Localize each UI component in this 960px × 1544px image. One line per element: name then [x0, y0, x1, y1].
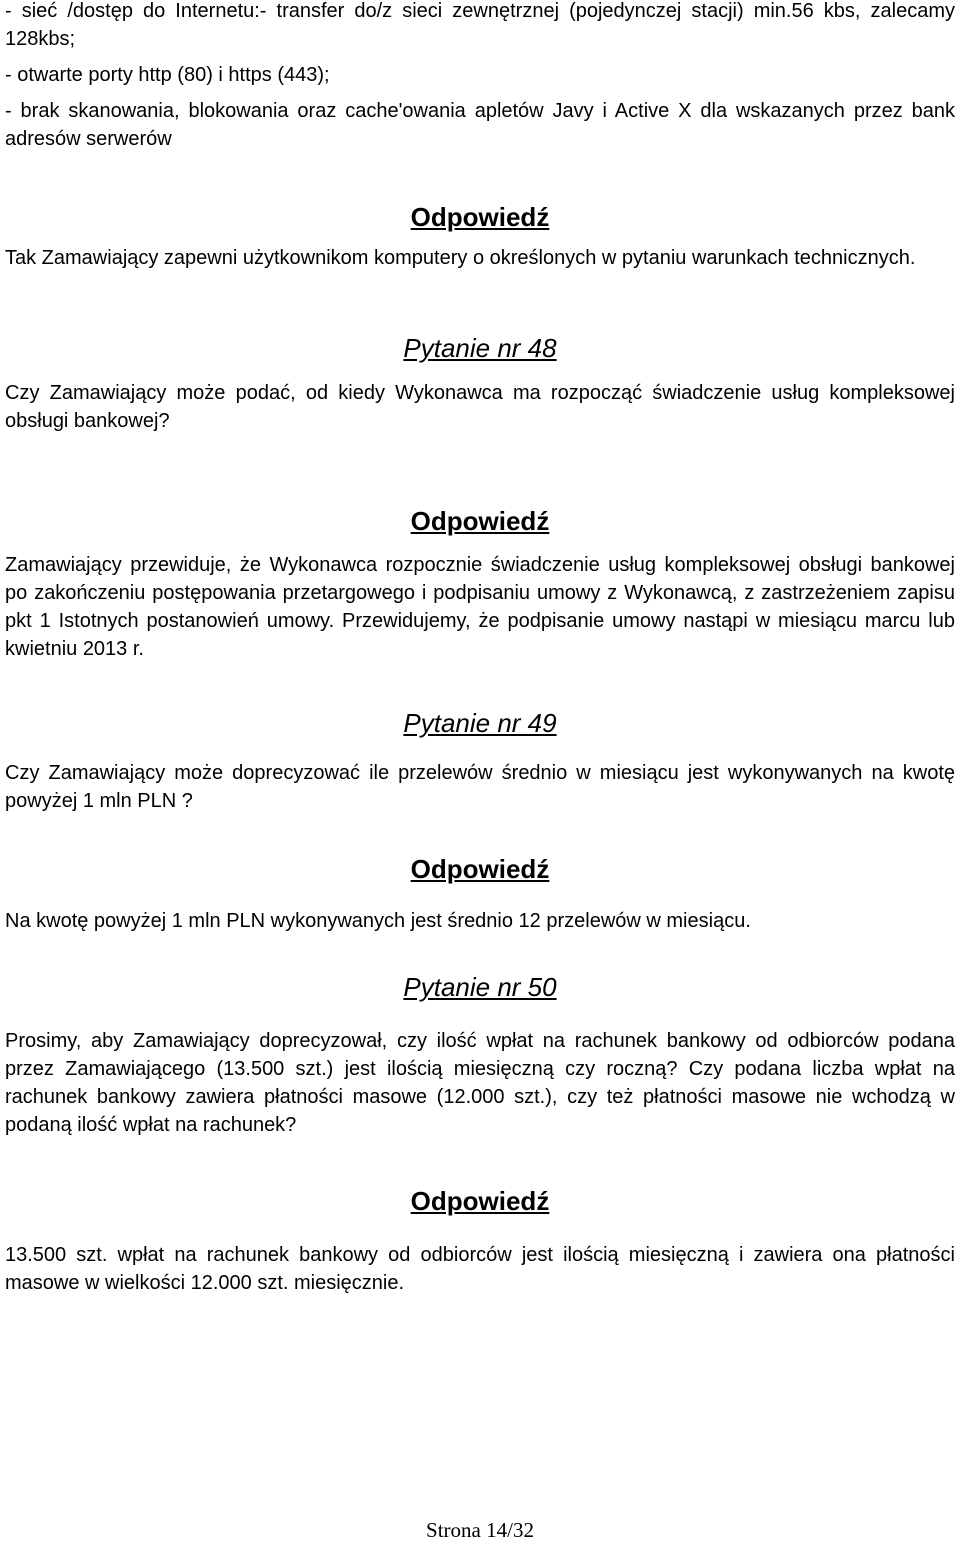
- question-49-text: Czy Zamawiający może doprecyzować ile przelewów średnio w miesiącu jest wykonywanych na kwotę powyżej 1 mln PLN ?: [5, 762, 955, 812]
- intro-line-ports: - otwarte porty http (80) i https (443);: [5, 64, 330, 86]
- intro-line-network: - sieć /dostęp do Internetu:- transfer do/z sieci zewnętrznej (pojedynczej stacji) min.56 kbs, zalecamy 128kbs;: [5, 0, 955, 50]
- answer-47-heading: Odpowiedź: [410, 202, 550, 232]
- question-50-heading: Pytanie nr 50: [403, 972, 557, 1002]
- answer-49-text: Na kwotę powyżej 1 mln PLN wykonywanych jest średnio 12 przelewów w miesiącu.: [5, 910, 751, 932]
- question-49-heading: Pytanie nr 49: [403, 708, 557, 738]
- answer-48-text: Zamawiający przewiduje, że Wykonawca rozpocznie świadczenie usług kompleksowej obsługi bankowej po zakończeniu postępowania przetargowego i podpisaniu umowy z Wykonawcą, z zastrzeżeniem zapisu pkt 1 Istotnych postanowień umowy. Przewidujemy, że podpisanie umowy nastąpi w miesiącu marcu lub kwietniu 2013 r.: [5, 554, 955, 660]
- question-48-text: Czy Zamawiający może podać, od kiedy Wykonawca ma rozpocząć świadczenie usług kompleksowej obsługi bankowej?: [5, 382, 955, 432]
- page-number-footer: Strona 14/32: [426, 1518, 534, 1542]
- answer-48-heading: Odpowiedź: [410, 506, 550, 536]
- intro-line-scanning: - brak skanowania, blokowania oraz cache'owania apletów Javy i Active X dla wskazanych przez bank adresów serwerów: [5, 100, 955, 150]
- answer-49-heading: Odpowiedź: [410, 854, 550, 884]
- answer-50-text: 13.500 szt. wpłat na rachunek bankowy od odbiorców jest ilością miesięczną i zawiera ona płatności masowe w wielkości 12.000 szt. miesięcznie.: [5, 1244, 955, 1294]
- document-page: [5, 0, 955, 1297]
- answer-47-text: Tak Zamawiający zapewni użytkownikom komputery o określonych w pytaniu warunkach technicznych.: [5, 247, 916, 269]
- question-48-heading: Pytanie nr 48: [403, 333, 557, 363]
- answer-50-heading: Odpowiedź: [410, 1186, 550, 1216]
- question-50-text: Prosimy, aby Zamawiający doprecyzował, czy ilość wpłat na rachunek bankowy od odbiorców podana przez Zamawiającego (13.500 szt.) jest ilością miesięczną czy roczną? Czy podana liczba wpłat na rachunek bankowy zawiera płatności masowe (12.000 szt.), czy też płatności masowe nie wchodzą w podaną ilość wpłat na rachunek?: [5, 1030, 955, 1136]
